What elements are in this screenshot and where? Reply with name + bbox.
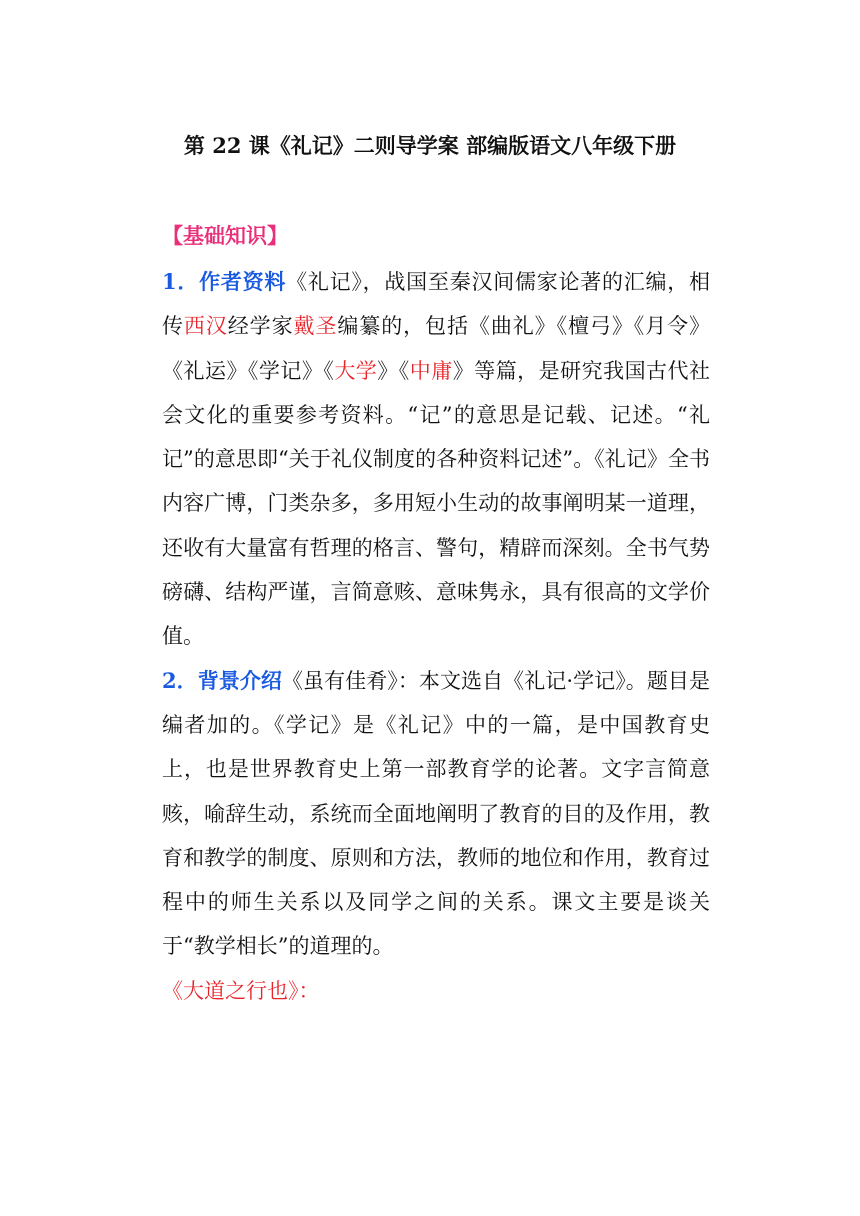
text-segment: 《礼记》，战国至秦汉间儒家论著的汇编，相传 [162, 270, 710, 339]
text-segment: 经学家 [227, 314, 294, 339]
document-title: 第 22 课《礼记》二则导学案 部编版语文八年级下册 [183, 133, 677, 158]
highlight-western-han: 西汉 [183, 314, 228, 339]
text-segment: 》《 [377, 358, 410, 383]
label-background: 2．背景介绍 [162, 667, 282, 693]
document-body [162, 260, 710, 1013]
section-heading-basics: 【基础知识】 [162, 223, 288, 248]
text-segment: 》等篇，是研究我国古代社会文化的重要参考资料。“记”的意思是记载、记述。“礼记”的意思即“关于礼仪制度的各种资料记述”。《礼记》全书内容广博，门类杂多，多用短小生动的故事阐明某一道理，还收有大量富有哲理的格言、警句，精辟而深刻。全书气势磅礴、结构严谨，言简意赅、意味隽永，具有很高的文学价值。 [162, 358, 711, 649]
text-segment: 《虽有佳肴》：本文选自《礼记·学记》。题目是编者加的。《学记》是《礼记》中的一篇，是中国教育史上，也是世界教育史上第一部教育学的论著。文字言简意赅，喻辞生动，系统而全面地阐明了教育的目的及作用，教育和教学的制度、原则和方法，教师的地位和作用，教育过程中的师生关系以及同学之间的关系。课文主要是谈关于“教学相长”的道理的。 [162, 668, 710, 959]
paragraph-background [162, 659, 710, 969]
label-author-info: 1．作者资料 [162, 269, 287, 294]
subheading-dadao: 《大道之行也》： [162, 978, 320, 1003]
paragraph-author-info [162, 260, 710, 659]
highlight-zhongyong: 中庸 [409, 358, 453, 383]
text-segment: 编纂的，包括《曲礼》《檀弓》《月令》《礼运》《学记》《 [162, 314, 711, 383]
highlight-dai-sheng: 戴圣 [293, 314, 338, 339]
highlight-daxue: 大学 [334, 358, 378, 383]
